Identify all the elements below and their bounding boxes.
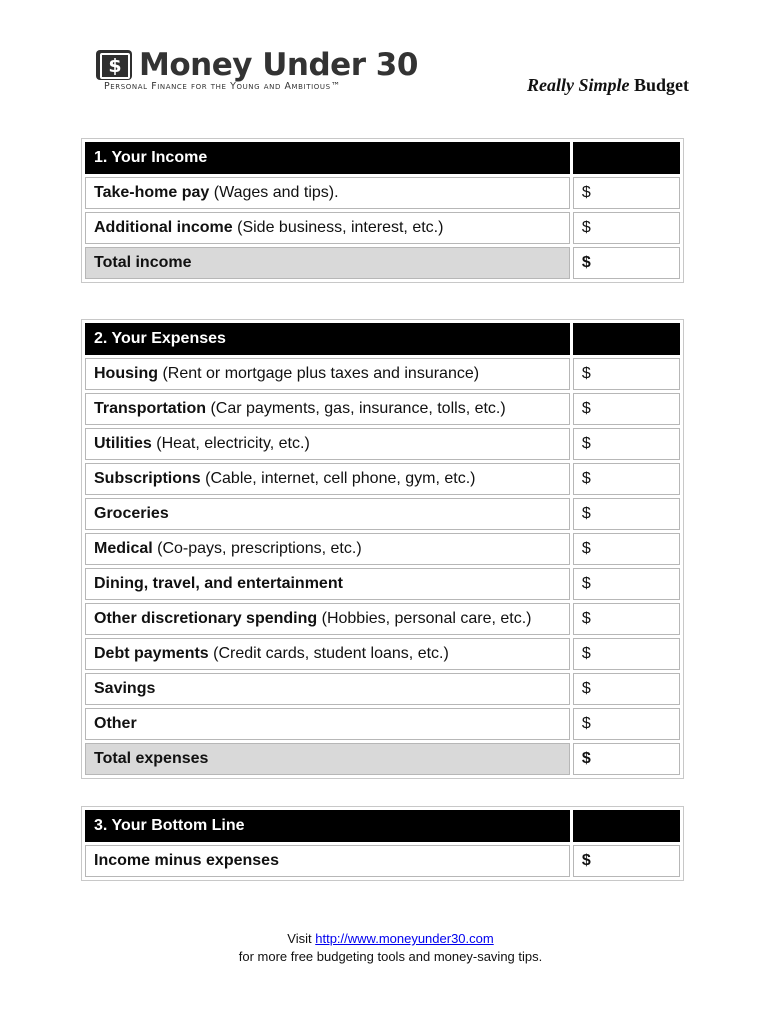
row-title: Other discretionary spending — [94, 610, 318, 627]
row-note: (Cable, internet, cell phone, gym, etc.) — [205, 470, 476, 487]
bottom-line-heading-amount — [573, 810, 680, 842]
expenses-heading: 2. Your Expenses — [85, 323, 570, 355]
expense-row — [85, 708, 680, 740]
bottom-line-header-row — [85, 810, 680, 842]
expense-row-label — [85, 708, 570, 740]
expense-row — [85, 638, 680, 670]
expense-row — [85, 393, 680, 425]
row-title: Medical — [94, 540, 153, 557]
row-title: Debt payments — [94, 645, 209, 662]
row-title: Groceries — [94, 505, 169, 522]
brand-name: Money Under 30 — [139, 47, 418, 83]
footer-line-2: for more free budgeting tools and money-saving tips. — [238, 949, 543, 964]
row-title: Other — [94, 715, 137, 732]
amount-field[interactable]: $ — [573, 463, 680, 495]
expense-row-label — [85, 463, 570, 495]
expense-row — [85, 498, 680, 530]
row-title: Utilities — [94, 435, 152, 452]
income-row — [85, 177, 680, 209]
expense-row-label — [85, 638, 570, 670]
expense-row — [85, 603, 680, 635]
dollar-bill-icon — [96, 50, 132, 80]
expense-row — [85, 568, 680, 600]
row-note: (Side business, interest, etc.) — [237, 219, 444, 236]
footer-line-1 — [0, 930, 781, 948]
total-income-label: Total income — [85, 247, 570, 279]
row-note: (Heat, electricity, etc.) — [156, 435, 310, 452]
income-minus-expenses-label — [85, 845, 570, 877]
row-title: Take-home pay — [94, 184, 210, 201]
amount-field[interactable]: $ — [573, 498, 680, 530]
amount-field[interactable]: $ — [573, 568, 680, 600]
logo-glyph: $ — [100, 53, 130, 79]
amount-field[interactable]: $ — [573, 358, 680, 390]
row-title: Additional income — [94, 219, 233, 236]
brand-logo — [96, 46, 426, 96]
row-note: (Co-pays, prescriptions, etc.) — [157, 540, 362, 557]
income-table — [81, 138, 684, 283]
row-title: Savings — [94, 680, 156, 697]
amount-field[interactable]: $ — [573, 533, 680, 565]
row-title: Dining, travel, and entertainment — [94, 575, 343, 592]
expense-row-label — [85, 498, 570, 530]
income-heading: 1. Your Income — [85, 142, 570, 174]
expense-row-label — [85, 533, 570, 565]
bottom-line-heading: 3. Your Bottom Line — [85, 810, 570, 842]
row-title: Housing — [94, 365, 158, 382]
amount-field[interactable]: $ — [573, 212, 680, 244]
income-total-row — [85, 247, 680, 279]
expense-row — [85, 673, 680, 705]
expenses-header-row — [85, 323, 680, 355]
expenses-table — [81, 319, 684, 779]
amount-field[interactable]: $ — [573, 673, 680, 705]
amount-field[interactable]: $ — [573, 603, 680, 635]
row-title: Income minus expenses — [94, 852, 279, 869]
expense-row — [85, 428, 680, 460]
amount-field[interactable]: $ — [573, 638, 680, 670]
expense-row-label — [85, 428, 570, 460]
expenses-total-row — [85, 743, 680, 775]
expense-row-label — [85, 393, 570, 425]
row-note: (Hobbies, personal care, etc.) — [321, 610, 532, 627]
income-header-row — [85, 142, 680, 174]
footer — [0, 930, 781, 966]
amount-field[interactable]: $ — [573, 428, 680, 460]
row-title: Subscriptions — [94, 470, 201, 487]
total-income-amount[interactable]: $ — [573, 247, 680, 279]
income-heading-amount — [573, 142, 680, 174]
brand-tagline: Personal Finance for the Young and Ambitious™ — [104, 81, 341, 92]
website-link[interactable]: http://www.moneyunder30.com — [315, 931, 494, 946]
total-expenses-label: Total expenses — [85, 743, 570, 775]
expense-row — [85, 463, 680, 495]
amount-field[interactable]: $ — [573, 177, 680, 209]
income-row — [85, 212, 680, 244]
bottom-line-amount[interactable]: $ — [573, 845, 680, 877]
expense-row-label — [85, 603, 570, 635]
document-title — [527, 75, 689, 96]
expense-row-label — [85, 358, 570, 390]
row-note: (Wages and tips). — [213, 184, 339, 201]
amount-field[interactable]: $ — [573, 393, 680, 425]
total-expenses-amount[interactable]: $ — [573, 743, 680, 775]
income-row-label — [85, 212, 570, 244]
amount-field[interactable]: $ — [573, 708, 680, 740]
title-italic: Really Simple — [526, 75, 630, 95]
footer-visit-text: Visit — [287, 931, 312, 946]
row-note: (Car payments, gas, insurance, tolls, etc.) — [210, 400, 506, 417]
expense-row-label — [85, 673, 570, 705]
expenses-heading-amount — [573, 323, 680, 355]
row-note: (Credit cards, student loans, etc.) — [213, 645, 449, 662]
income-row-label — [85, 177, 570, 209]
bottom-line-row — [85, 845, 680, 877]
bottom-line-table — [81, 806, 684, 881]
expense-row — [85, 533, 680, 565]
expense-row — [85, 358, 680, 390]
row-note: (Rent or mortgage plus taxes and insurance) — [162, 365, 480, 382]
row-title: Transportation — [94, 400, 207, 417]
title-plain: Budget — [633, 75, 689, 95]
expense-row-label — [85, 568, 570, 600]
